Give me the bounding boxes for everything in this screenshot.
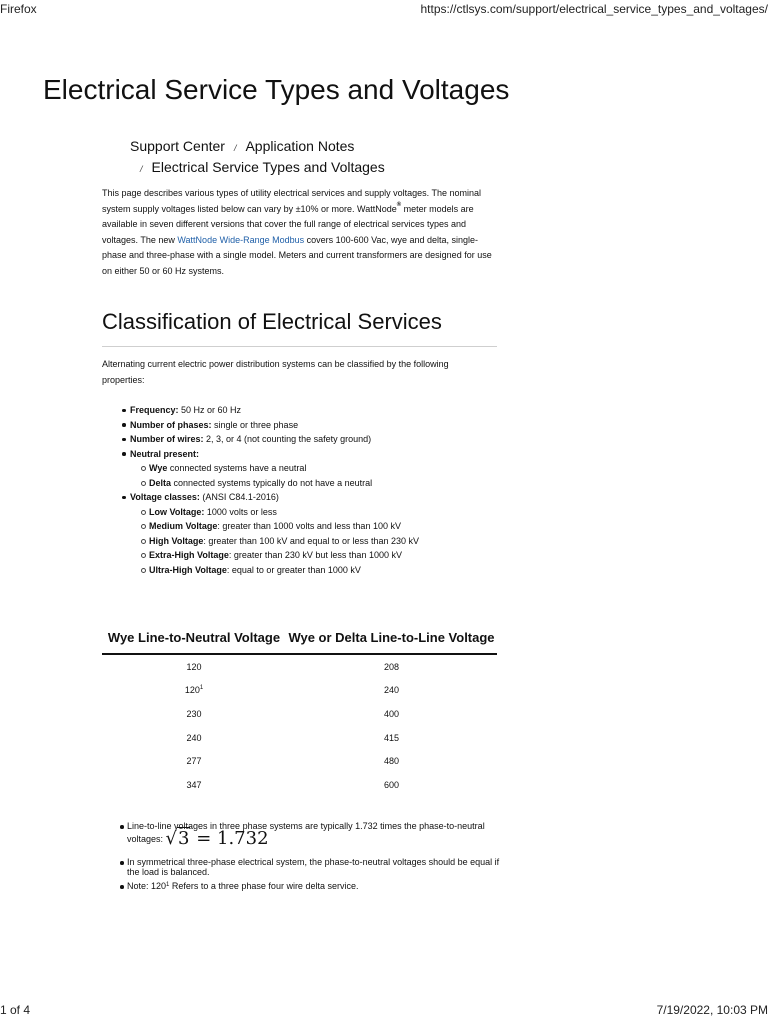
table-cell-line-to-neutral: 120 (186, 661, 202, 672)
list-item-voltage-classes: Voltage classes: (ANSI C84.1-2016) (102, 490, 419, 505)
print-footer (0, 1003, 768, 1021)
list-item-low-voltage: Low Voltage: 1000 volts or less (102, 505, 419, 520)
table-row (102, 702, 497, 726)
breadcrumb-current-page: Electrical Service Types and Voltages (151, 159, 385, 175)
intro-text-3: covers 100-600 Vac, wye and delta, single-phase and three-phase with a single model. Meters and current transformers are designed for use on either 50 or 60 Hz systems. (102, 234, 492, 276)
intro-text-2: meter models are available in seven different versions that cover the full range of electrical services types and voltages. The new (102, 203, 474, 245)
intro-text-1: This page describes various types of utility electrical services and supply voltages. The nominal system supply voltages listed below can vary by ±10% or more. WattNode (102, 188, 482, 214)
section-divider (102, 346, 497, 347)
list-item-phases: Number of phases: single or three phase (102, 418, 419, 433)
note-delta-service: Note: 120$^1$ Refers to a three phase four wire delta service. (102, 882, 502, 892)
page-title: Electrical Service Types and Voltages (43, 74, 510, 105)
browser-name: Firefox (0, 2, 37, 16)
page-url[interactable]: https://ctlsys.com/support/electrical_service_types_and_voltages/ (420, 2, 768, 16)
table-row (102, 773, 497, 797)
list-item-wye: Wye connected systems have a neutral (102, 461, 419, 476)
list-item-ultra-high-voltage: Ultra-High Voltage: equal to or greater than 1000 kV (102, 563, 419, 578)
table-cell-line-to-line: 240 (383, 685, 400, 696)
sqrt-three-formula: √3 = 1.732 (165, 827, 269, 849)
list-item-high-voltage: High Voltage: greater than 100 kV and equal to or less than 230 kV (102, 534, 419, 549)
note-line-to-line: Line-to-line voltages in three phase systems are typically 1.732 times the phase-to-neutral voltages: √3 = 1.732 (102, 822, 502, 856)
voltage-table (102, 627, 497, 797)
column-header-line-to-line: Wye or Delta Line-to-Line Voltage (286, 627, 497, 654)
print-header (0, 2, 768, 20)
column-header-line-to-neutral: Wye Line-to-Neutral Voltage (102, 627, 286, 654)
table-cell-line-to-neutral: 230 (186, 708, 202, 719)
breadcrumb-support-center[interactable]: Support Center (130, 138, 225, 154)
table-row (102, 749, 497, 773)
page-number: 1 of 4 (0, 1003, 31, 1017)
list-item-delta: Delta connected systems typically do not have a neutral (102, 476, 419, 491)
note-symmetrical-system: In symmetrical three-phase electrical system, the phase-to-neutral voltages should be equal if the load is balanced. (102, 858, 502, 882)
table-cell-line-to-neutral: 347 (186, 779, 202, 790)
table-cell-line-to-neutral: 277 (186, 756, 202, 767)
list-item-medium-voltage: Medium Voltage: greater than 1000 volts and less than 100 kV (102, 519, 419, 534)
breadcrumb-application-notes[interactable]: Application Notes (245, 138, 355, 154)
breadcrumb-separator: / (140, 164, 143, 174)
properties-list (102, 403, 419, 577)
breadcrumb-row-1 (130, 136, 385, 157)
table-cell-line-to-line: 600 (383, 779, 400, 790)
table-cell-line-to-neutral: 120$^1$ (184, 685, 204, 696)
list-item-neutral: Neutral present: (102, 447, 419, 462)
list-item-frequency: Frequency: 50 Hz or 60 Hz (102, 403, 419, 418)
table-cell-line-to-line: 480 (383, 756, 400, 767)
table-cell-line-to-line: 208 (383, 661, 400, 672)
section-title: Classification of Electrical Services (102, 309, 442, 334)
table-row (102, 726, 497, 750)
table-row (102, 654, 497, 679)
table-cell-line-to-line: 400 (383, 708, 400, 719)
breadcrumb-separator: / (233, 143, 237, 153)
list-item-extra-high-voltage: Extra-High Voltage: greater than 230 kV but less than 1000 kV (102, 548, 419, 563)
table-row (102, 679, 497, 703)
notes-list (102, 822, 502, 892)
intro-paragraph (102, 186, 494, 280)
table-cell-line-to-neutral: 240 (186, 732, 202, 743)
table-header-row (102, 627, 497, 654)
breadcrumb (130, 136, 385, 178)
classification-intro: Alternating current electric power distribution systems can be classified by the following properties: (102, 359, 449, 385)
wattnode-wide-range-modbus-link[interactable]: WattNode Wide-Range Modbus (177, 234, 305, 245)
registered-mark: ® (396, 201, 402, 208)
table-cell-line-to-line: 415 (383, 732, 400, 743)
list-item-wires: Number of wires: 2, 3, or 4 (not counting the safety ground) (102, 432, 419, 447)
print-datetime: 7/19/2022, 10:03 PM (656, 1003, 768, 1017)
breadcrumb-row-2 (130, 157, 385, 178)
